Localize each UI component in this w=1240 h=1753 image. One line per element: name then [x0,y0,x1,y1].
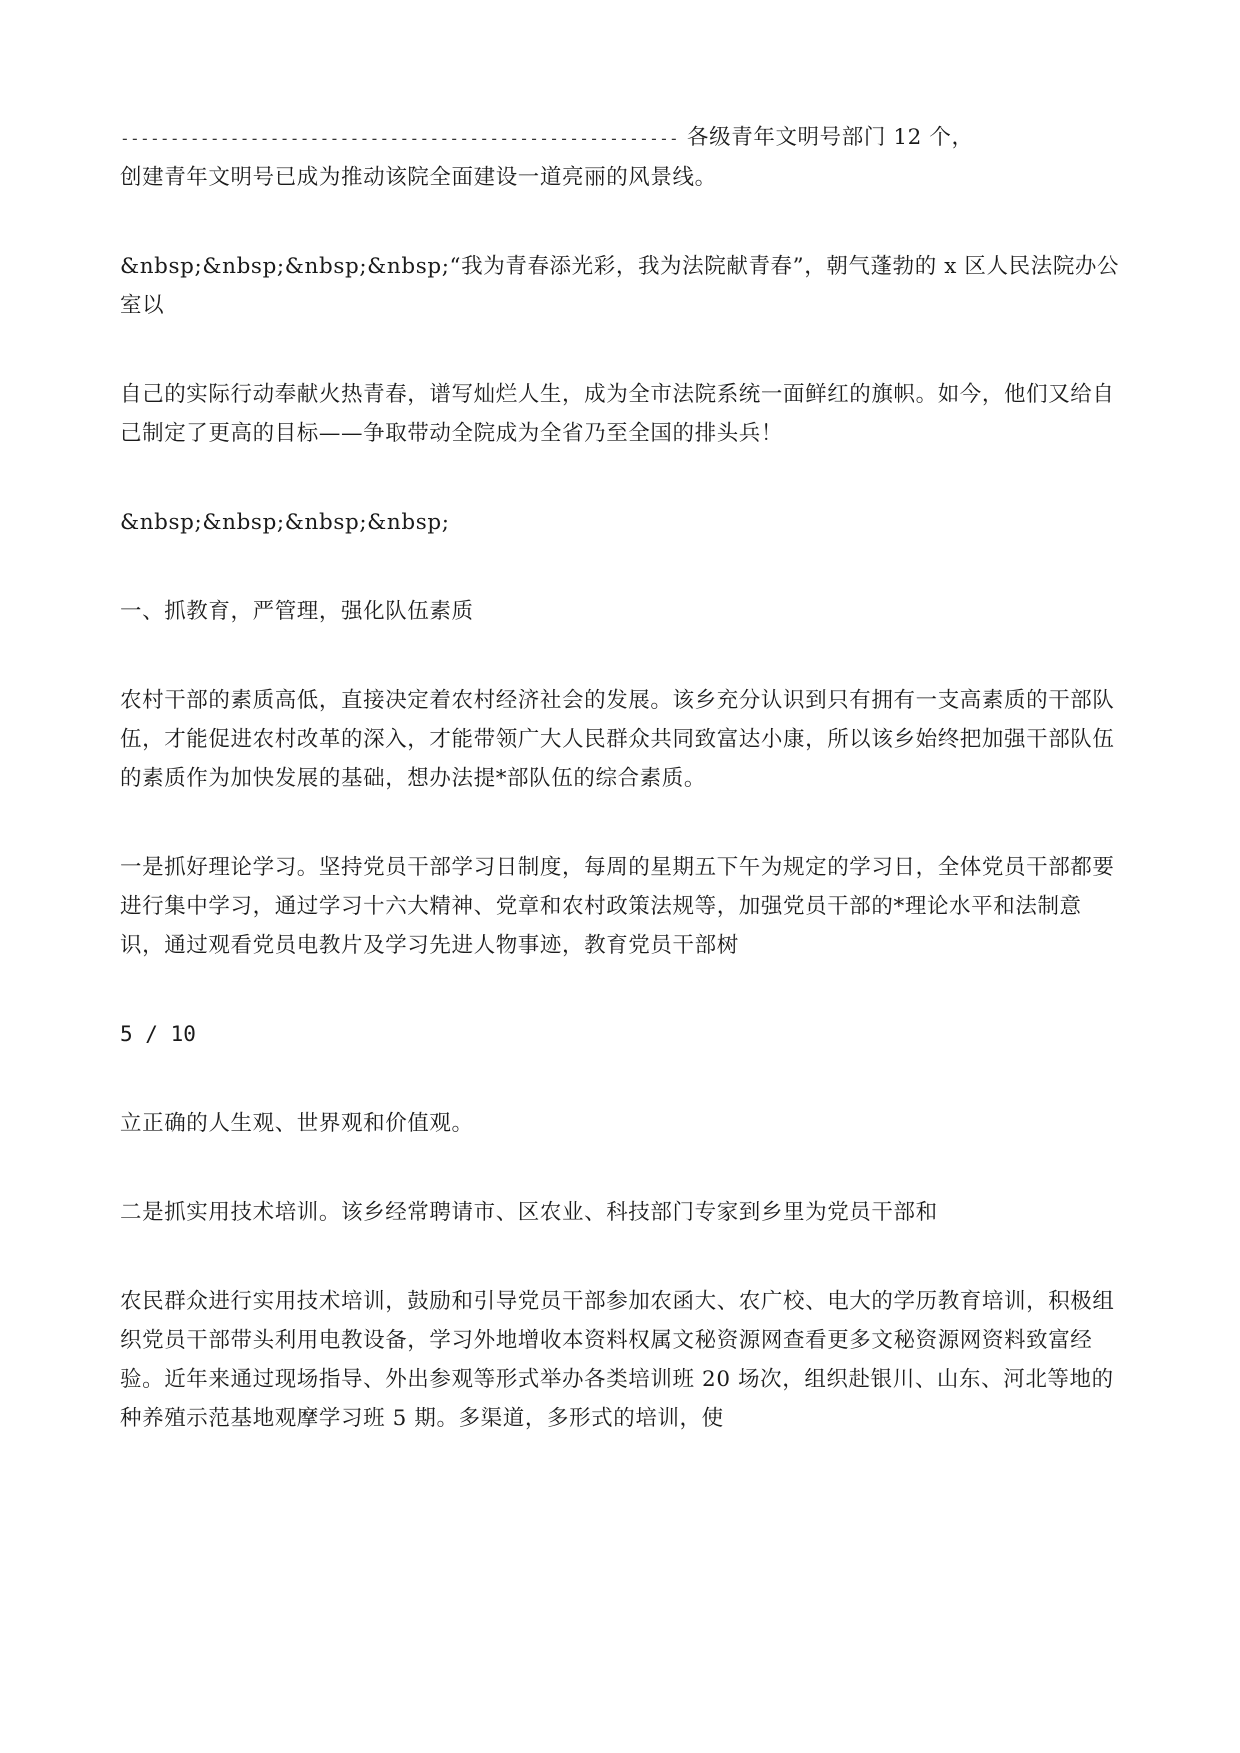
paragraph-7: 立正确的人生观、世界观和价值观。 [120,1111,474,1136]
paragraph-1 [120,118,1125,197]
dash-separator: -------------------------------------------------------- [120,129,680,148]
paragraph-1-first-line [120,118,1125,158]
paragraph-1-line-2: 创建青年文明号已成为推动该院全面建设一道亮丽的风景线。 [120,165,717,190]
paragraph-1-line-1: 各级青年文明号部门 12 个， [687,125,974,150]
document-page [120,118,1125,1438]
paragraph-4-nbsp: &nbsp;&nbsp;&nbsp;&nbsp; [120,510,450,535]
paragraph-3: 自己的实际行动奉献火热青春，谱写灿烂人生，成为全市法院系统一面鲜红的旗帜。如今，他们又给自己制定了更高的目标——争取带动全院成为全省乃至全国的排头兵！ [120,382,1115,446]
paragraph-9: 农民群众进行实用技术培训，鼓励和引导党员干部参加农函大、农广校、电大的学历教育培训，积极组织党员干部带头利用电教设备，学习外地增收本资料权属文秘资源网查看更多文秘资源网资料致富经验。近年来通过现场指导、外出参观等形式举办各类培训班 20 场次，组织赴银川、山东、河北等地的种养殖示范基地观摩学习班 5 期。多渠道，多形式的培训，使 [120,1289,1115,1431]
paragraph-8: 二是抓实用技术培训。该乡经常聘请市、区农业、科技部门专家到乡里为党员干部和 [120,1200,938,1225]
paragraph-2: &nbsp;&nbsp;&nbsp;&nbsp;“我为青春添光彩，我为法院献青春”，朝气蓬勃的 x 区人民法院办公室以 [120,254,1120,318]
paragraph-5: 农村干部的素质高低，直接决定着农村经济社会的发展。该乡充分认识到只有拥有一支高素质的干部队伍，才能促进农村改革的深入，才能带领广大人民群众共同致富达小康，所以该乡始终把加强干部队伍的素质作为加快发展的基础，想办法提*部队伍的综合素质。 [120,688,1115,791]
section-heading-1: 一、抓教育，严管理，强化队伍素质 [120,599,474,624]
page-number: 5 / 10 [120,1022,196,1046]
paragraph-6: 一是抓好理论学习。坚持党员干部学习日制度，每周的星期五下午为规定的学习日，全体党员干部都要进行集中学习，通过学习十六大精神、党章和农村政策法规等，加强党员干部的*理论水平和法制意识，通过观看党员电教片及学习先进人物事迹，教育党员干部树 [120,855,1115,958]
